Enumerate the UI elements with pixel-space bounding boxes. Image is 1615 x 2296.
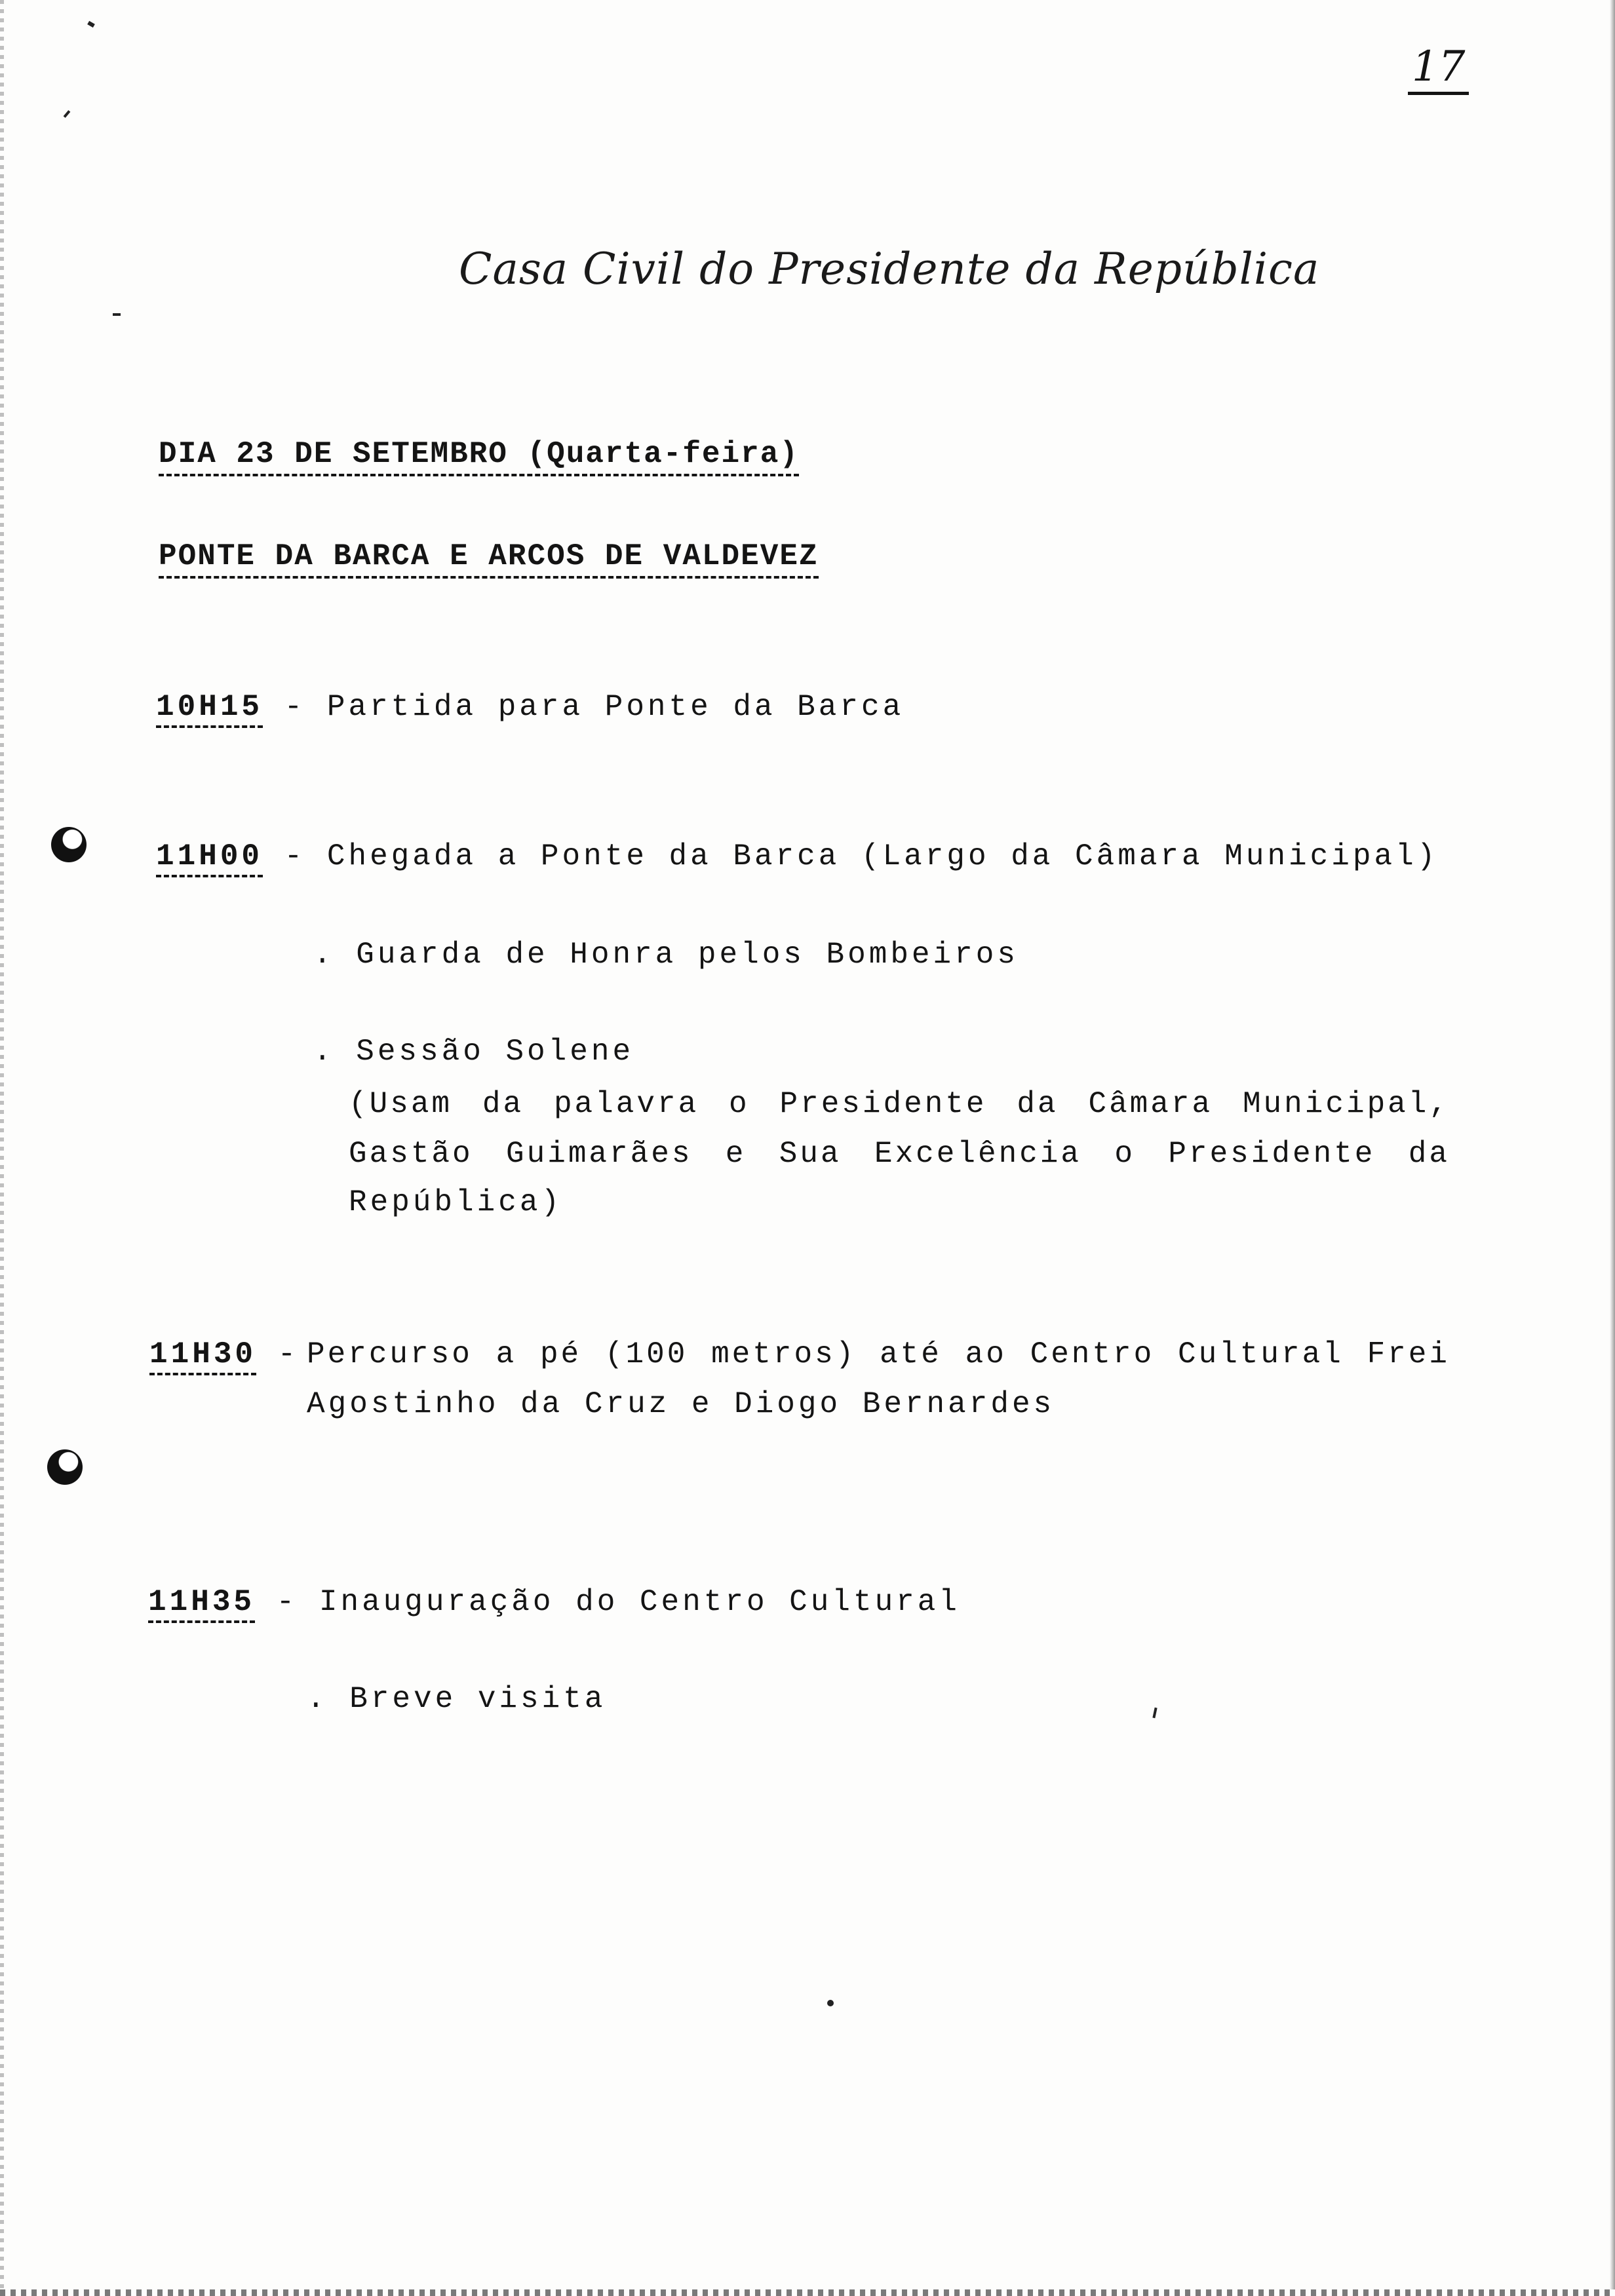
entry-time: 11H00 <box>156 839 263 877</box>
scan-mark <box>1152 1708 1157 1718</box>
list-item <box>313 1035 634 1069</box>
entry-separator: - <box>277 1337 300 1371</box>
schedule-entry <box>156 691 904 724</box>
entry-separator: - <box>276 1585 298 1619</box>
entry-time: 11H35 <box>148 1585 255 1623</box>
list-item-text: Breve visita <box>349 1682 606 1716</box>
scan-mark <box>827 2000 834 2006</box>
bullet: . <box>313 1035 335 1069</box>
schedule-entry <box>148 1586 960 1619</box>
punch-hole-bottom <box>47 1449 83 1485</box>
list-item-text: Sessão Solene <box>356 1035 634 1069</box>
scan-bottom-edge <box>0 2289 1615 2296</box>
detail-line: (Usam da palavra o Presidente da Câmara Municipal, <box>349 1087 1450 1121</box>
entry-separator: - <box>284 839 306 873</box>
schedule-entry <box>156 840 1438 873</box>
entry-text: Chegada a Ponte da Barca (Largo da Câmara Municipal) <box>326 839 1439 873</box>
letterhead: Casa Civil do Presidente da República <box>459 244 1320 294</box>
entry-separator: - <box>284 690 306 724</box>
bullet: . <box>307 1682 328 1716</box>
scan-right-edge <box>1610 0 1615 2296</box>
detail-line: República) <box>349 1185 563 1219</box>
entry-text: Inauguração do Centro Cultural <box>319 1585 960 1619</box>
entry-text: Percurso a pé (100 metros) até ao Centro Cultural Frei <box>307 1337 1450 1371</box>
scan-left-edge <box>0 0 4 2296</box>
date-heading: DIA 23 DE SETEMBRO (Quarta-feira) <box>159 438 799 476</box>
entry-time: 11H30 <box>149 1337 256 1375</box>
entry-time: 10H15 <box>156 690 263 728</box>
bullet: . <box>313 938 335 972</box>
place-heading: PONTE DA BARCA E ARCOS DE VALDEVEZ <box>159 540 819 579</box>
punch-hole-top <box>51 827 87 862</box>
scan-mark <box>87 21 95 28</box>
list-item <box>313 938 1019 972</box>
page-number: 17 <box>1408 46 1469 95</box>
detail-line: Gastão Guimarães e Sua Excelência o Presidente da <box>349 1137 1450 1171</box>
scan-mark <box>64 110 71 118</box>
list-item-text: Guarda de Honra pelos Bombeiros <box>356 938 1019 972</box>
entry-text: Partida para Ponte da Barca <box>326 690 905 724</box>
list-item <box>307 1683 606 1716</box>
schedule-entry <box>149 1338 299 1371</box>
entry-text: Agostinho da Cruz e Diogo Bernardes <box>307 1387 1055 1421</box>
scan-mark <box>113 313 121 316</box>
